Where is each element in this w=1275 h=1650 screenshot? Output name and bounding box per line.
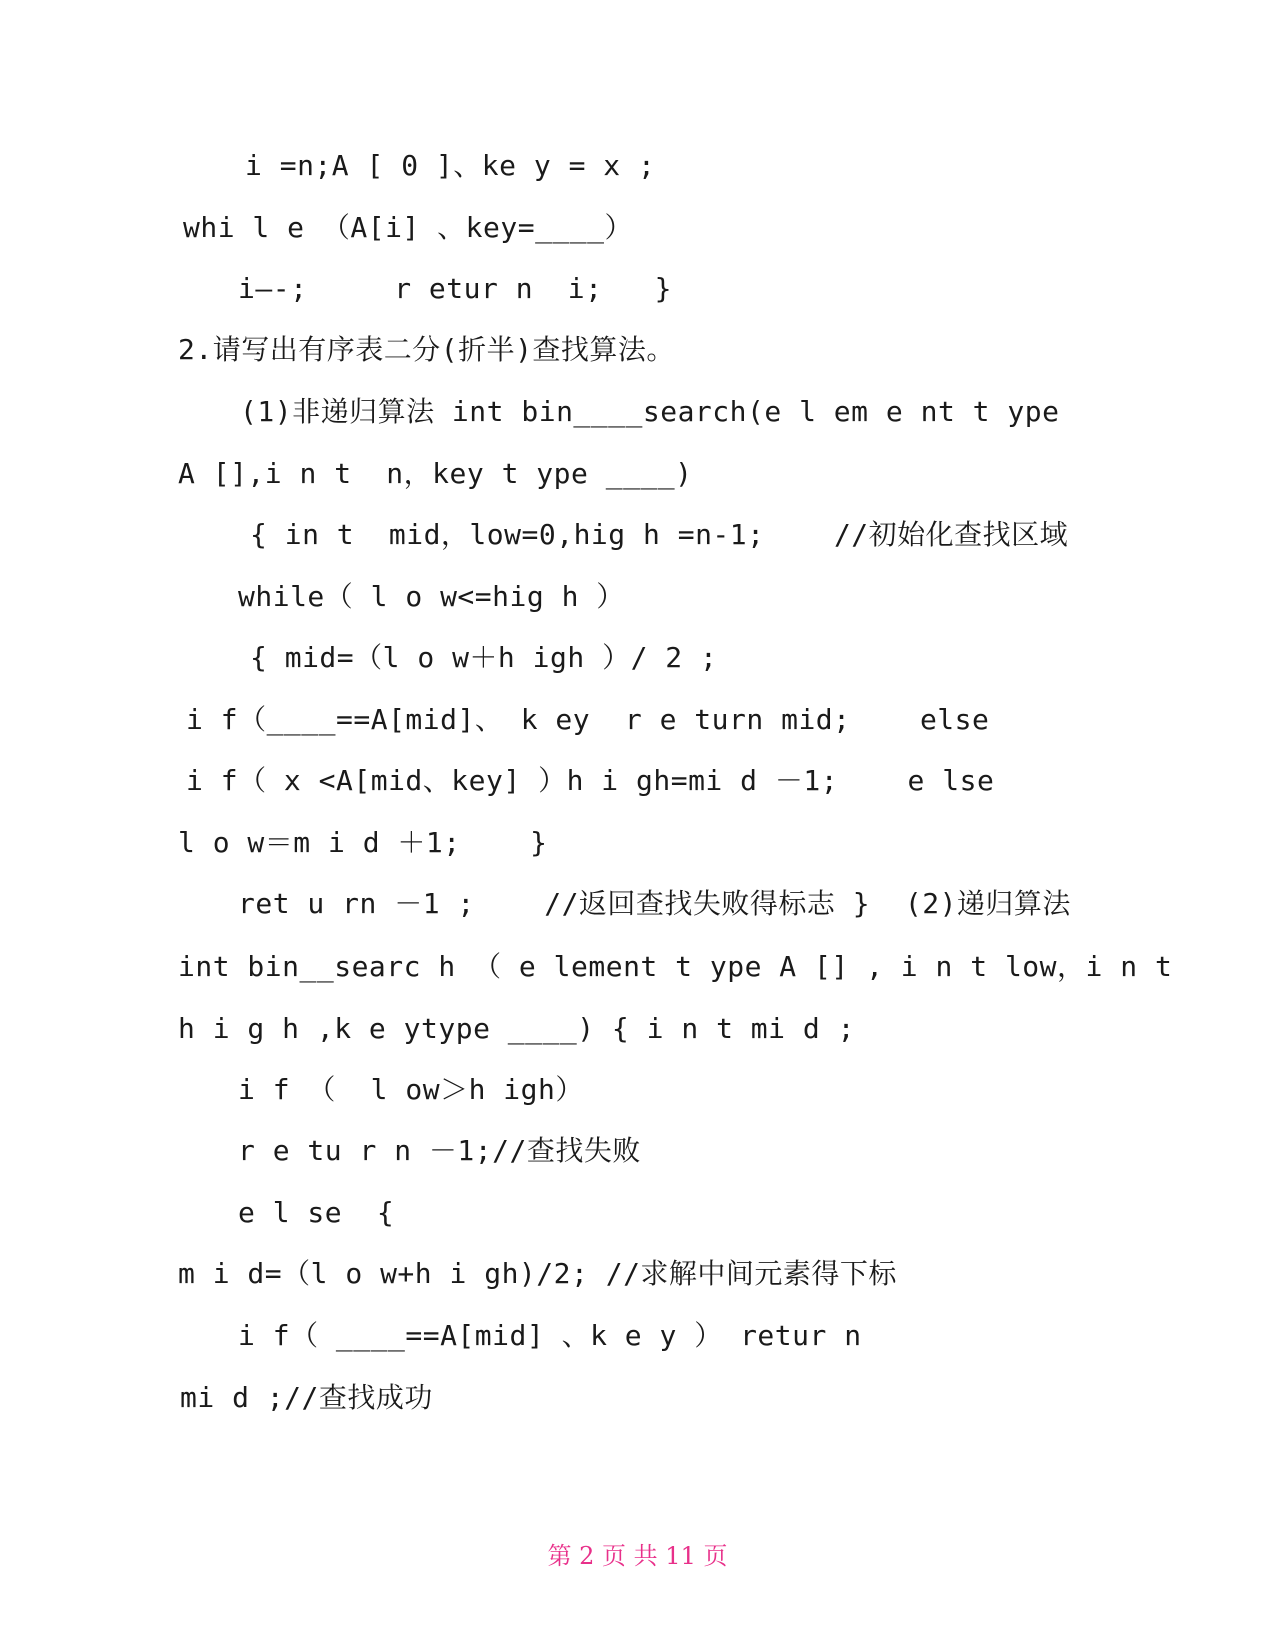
code-line-1: i =n;A [ 0 ]、ke y = x ; [245,149,656,182]
page-number-footer: 第 2 页 共 11 页 [547,1542,728,1570]
code-line-16: i f （ l ow＞h igh） [238,1073,584,1106]
code-line-3: i—-; r etur n i; } [238,272,672,305]
code-line-21: mi d ;//查找成功 [180,1381,433,1414]
code-line-9: { mid=（l o w＋h igh ）/ 2 ; [250,641,718,674]
code-line-19: m i d=（l o w+h i gh)/2; //求解中间元素得下标 [178,1257,897,1290]
code-line-11: i f（ x <A[mid、key] ）h i gh=mi d －1; e lse [186,764,995,797]
code-line-17: r e tu r n －1;//查找失败 [238,1134,641,1167]
code-line-2: whi l e （A[i] 、key=____） [183,211,634,244]
question-heading: 2.请写出有序表二分(折半)查找算法。 [178,333,675,366]
code-line-15: h i g h ,k e ytype ____) { i n t mi d ; [178,1012,855,1045]
code-line-14: int bin__searc h （ e lement t ype A [] , i n t low，i n t [178,950,1173,983]
code-line-6: A [],i n t n，key t ype ____) [178,457,693,490]
code-line-7: { in t mid，low=0,hig h =n-1; //初始化查找区域 [250,518,1069,551]
code-line-10: i f（____==A[mid]、 k ey r e turn mid; else [186,703,990,736]
code-line-20: i f（ ____==A[mid] 、k e y ） retur n [238,1319,862,1352]
code-line-13: ret u rn －1 ; //返回查找失败得标志 } (2)递归算法 [238,887,1071,920]
code-line-18: e l se { [238,1196,395,1229]
code-line-8: while（ l o w<=hig h ） [238,580,625,613]
code-line-12: l o w＝m i d ＋1; } [178,826,548,859]
code-line-5: (1)非递归算法 int bin____search(e l em e nt t ype [240,395,1060,428]
